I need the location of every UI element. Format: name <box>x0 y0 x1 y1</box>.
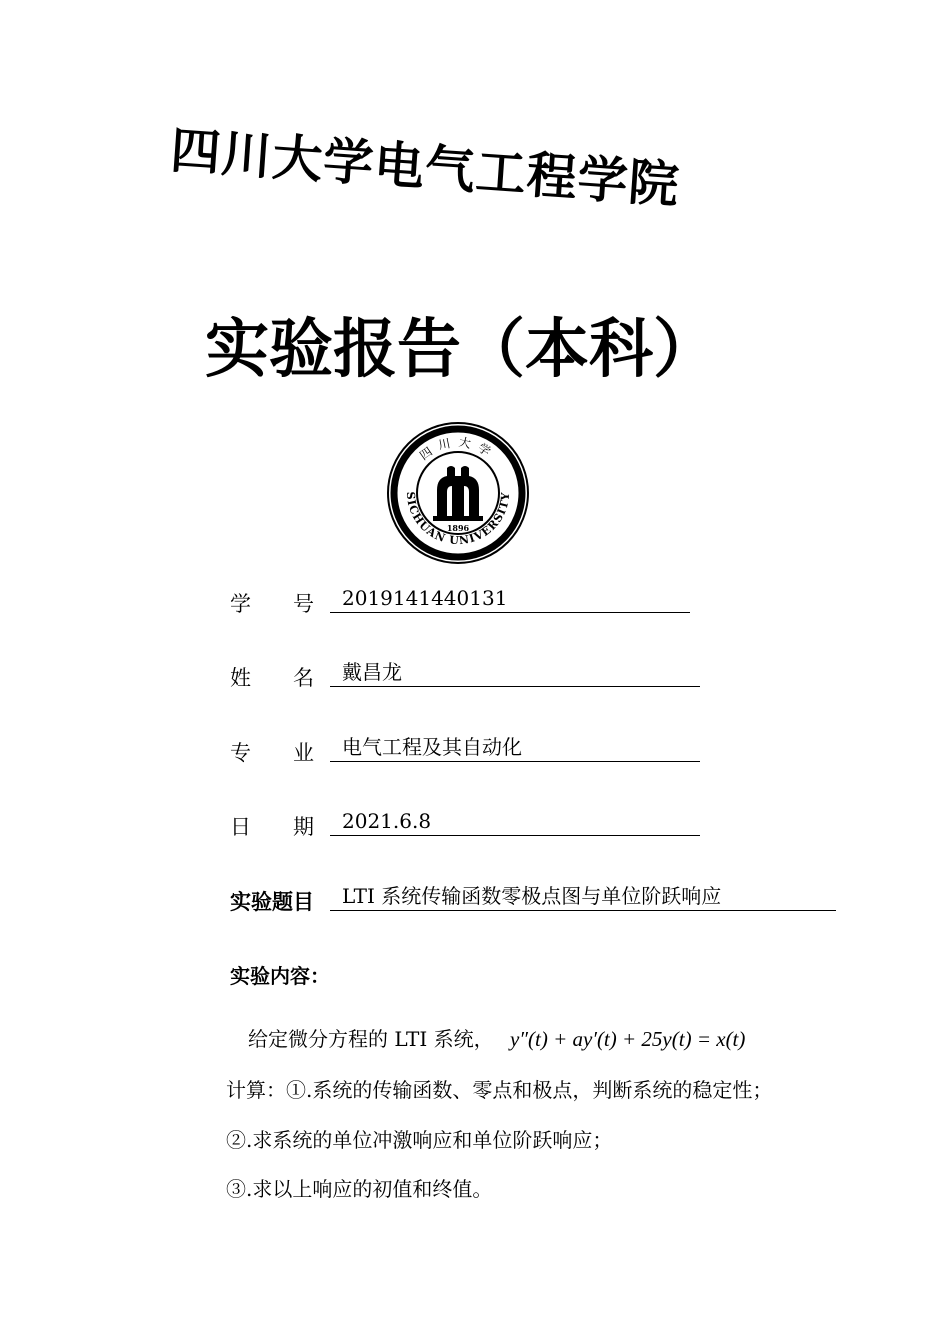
university-seal-icon <box>385 420 531 566</box>
topic-value: LTI 系统传输函数零极点图与单位阶跃响应 <box>330 883 836 911</box>
major-value: 电气工程及其自动化 <box>330 734 700 762</box>
intro-text: 给定微分方程的 LTI 系统， <box>248 1027 494 1051</box>
major-label: 专 业 <box>230 741 314 765</box>
student-id-value: 2019141440131 <box>330 585 690 613</box>
student-id-label: 学 号 <box>230 592 314 616</box>
content-intro <box>248 1023 745 1052</box>
university-title: 四川大学电气工程学院 <box>168 121 682 215</box>
date-label: 日 期 <box>230 815 314 839</box>
seal-top-text: 四川大学 <box>417 434 499 463</box>
topic-label: 实验题目 <box>230 890 314 914</box>
date-value: 2021.6.8 <box>330 808 700 836</box>
differential-equation: y″(t) + ay′(t) + 25y(t) = x(t) <box>509 1027 746 1051</box>
report-title: 实验报告（本科） <box>205 313 717 387</box>
content-line-2: ②.求系统的单位冲激响应和单位阶跃响应； <box>226 1128 613 1152</box>
seal-year: 1896 <box>446 523 470 533</box>
content-line-1: 计算：①.系统的传输函数、零点和极点，判断系统的稳定性； <box>226 1078 773 1102</box>
name-label: 姓 名 <box>230 666 314 690</box>
seal-bottom-text: SICHUAN UNIVERSITY <box>403 491 513 548</box>
content-line-3: ③.求以上响应的初值和终值。 <box>226 1177 493 1201</box>
name-value: 戴昌龙 <box>330 659 700 687</box>
content-title: 实验内容： <box>230 964 330 988</box>
